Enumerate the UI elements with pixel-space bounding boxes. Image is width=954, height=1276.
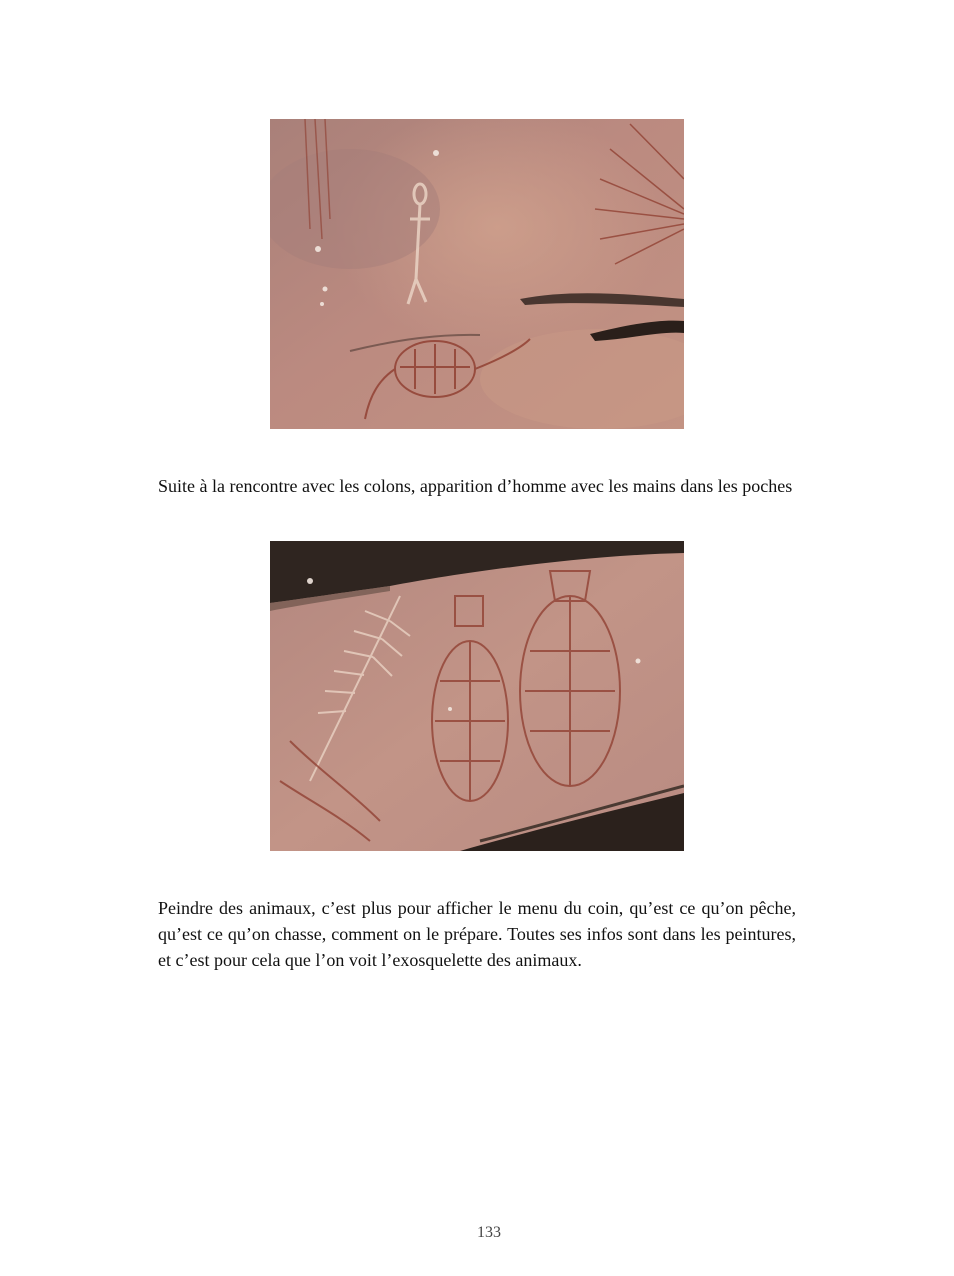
page-number: 133	[477, 1224, 501, 1241]
rock-art-photo-2	[270, 541, 684, 851]
caption-paragraph-1: Suite à la rencontre avec les colons, apparition d’homme avec les mains dans les poches	[158, 476, 793, 496]
rock-art-photo-1	[270, 119, 684, 429]
caption-paragraph-2: Peindre des animaux, c’est plus pour afficher le menu du coin, qu’est ce qu’on pêche, qu’est ce qu’on chasse, comment on le prépare. Toutes ses infos sont dans les peintures, et c’est pour cela que l’on voit l’exosquelette des animaux.	[158, 898, 796, 970]
